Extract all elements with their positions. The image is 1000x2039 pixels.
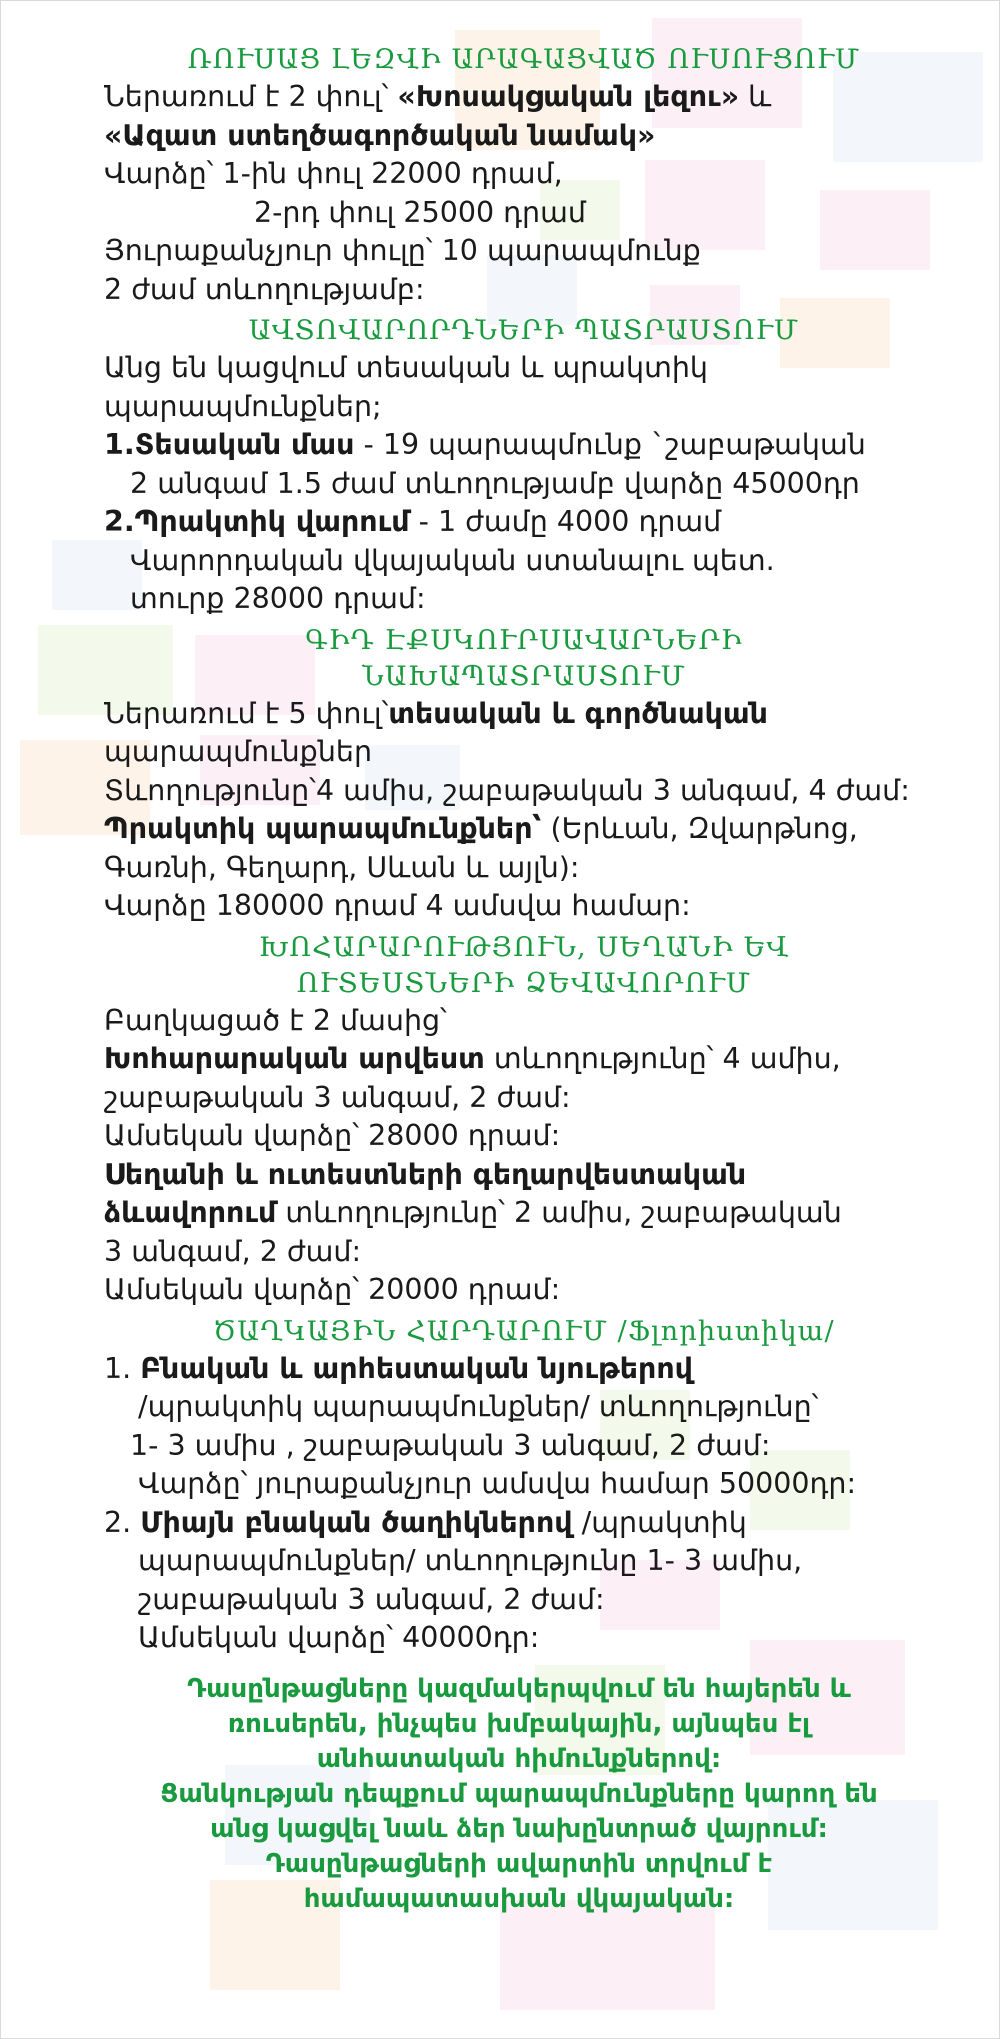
text-line: 3 անգամ, 2 ժամ:	[104, 1234, 362, 1268]
section-heading: ԱՎՏՈՎԱՐՈՐԴՆԵՐԻ ՊԱՏՐԱՍՏՈՒՄ	[248, 315, 800, 346]
text-line: 1- 3 ամիս , շաբաթական 3 անգամ, 2 ժամ:	[130, 1428, 771, 1462]
footer-line: ռուսերեն, ինչպես խմբակային, այնպես էլ	[227, 1708, 811, 1739]
footer-line: համապատասխան վկայական:	[303, 1883, 735, 1914]
footer-line: Ցանկության դեպքում պարապմունքները կարող են	[160, 1778, 878, 1809]
text-line: 2.Պրակտիկ վարում - 1 ժամը 4000 դրամ	[104, 505, 722, 538]
text-line: պարապմունքներ	[104, 735, 373, 768]
text-line: պարապմունքներ;	[104, 389, 382, 423]
text-line: Վարձը 180000 դրամ 4 ամսվա համար:	[104, 889, 691, 922]
text-line: Բաղկացած է 2 մասից՝	[104, 1003, 447, 1037]
text-line: 2. Միայն բնական ծաղիկներով /պրակտիկ	[104, 1505, 747, 1539]
text-line: 1.Տեսական մաս - 19 պարապմունք `շաբաթական	[104, 428, 866, 461]
section-heading: ԾԱՂԿԱՅԻՆ ՀԱՐԴԱՐՈՒՄ /Ֆլորիստիկա/	[213, 1315, 835, 1347]
text-line: 2-րդ փուլ 25000 դրամ	[254, 195, 586, 229]
text-line: Անց են կացվում տեսական և պրակտիկ	[104, 351, 708, 384]
text-line: Սեղանի և ուտեստների գեղարվեստական	[104, 1157, 747, 1191]
text-line: Տևողությունը՝4 ամիս, շաբաթական 3 անգամ, 4 ժամ:	[104, 773, 910, 807]
footer-line: Դասընթացների ավարտին տրվում է	[265, 1848, 773, 1879]
text-line: Գառնի, Գեղարդ, Սևան և այլն):	[104, 850, 580, 884]
section-heading: ՆԱԽԱՊԱՏՐԱՍՏՈՒՄ	[362, 660, 686, 692]
section-guides	[104, 623, 964, 926]
text-line: ձևավորում տևողությունը՝ 2 ամիս, շաբաթական	[104, 1196, 842, 1229]
section-cooking	[104, 930, 964, 1310]
brochure-content	[104, 42, 964, 1917]
footer-line: անց կացվել նաև ձեր նախընտրած վայրում:	[210, 1813, 828, 1844]
text-line: պարապմունքներ/ տևողությունը 1- 3 ամիս,	[138, 1544, 803, 1577]
section-floristics	[104, 1314, 964, 1658]
text-line: տուրք 28000 դրամ:	[130, 582, 426, 615]
text-line: Յուրաքանչյուր փուլը՝ 10 պարապմունք	[104, 234, 701, 267]
text-line: «Ազատ ստեղծագործական նամակ»	[104, 118, 656, 152]
text-line: Վարորդական վկայական ստանալու պետ.	[130, 543, 775, 577]
section-russian-language	[104, 42, 964, 309]
text-line: 1. Բնական և արհեստական նյութերով	[104, 1351, 693, 1385]
text-line: Խոհարարական արվեստ տևողությունը՝ 4 ամիս,	[104, 1042, 841, 1075]
text-line: 2 ժամ տևողությամբ:	[104, 272, 425, 306]
text-line: Ամսեկան վարձը՝ 40000դր:	[138, 1621, 540, 1654]
text-line: Վարձը՝ 1-ին փուլ 22000 դրամ,	[104, 157, 563, 190]
section-drivers	[104, 313, 964, 619]
footer-line: Դասընթացները կազմակերպվում են հայերեն և	[187, 1673, 851, 1704]
section-heading: ԳԻԴ ԷՔՍԿՈՒՐՍԱՎԱՐՆԵՐԻ	[305, 624, 743, 656]
decor-square	[500, 1900, 715, 2010]
text-line: շաբաթական 3 անգամ, 2 ժամ:	[138, 1582, 605, 1616]
text-line: Ամսեկան վարձը՝ 20000 դրամ:	[104, 1273, 561, 1306]
text-line: 2 անգամ 1.5 ժամ տևողությամբ վարձը 45000դր	[130, 466, 860, 500]
text-line: Պրակտիկ պարապմունքներ՝ (Երևան, Զվարթնոց,	[104, 812, 858, 845]
text-line: Ամսեկան վարձը՝ 28000 դրամ:	[104, 1119, 561, 1152]
text-line: Ներառում է 2 փուլ՝ «Խոսակցական լեզու» և	[104, 80, 772, 113]
section-heading: ԽՈՀԱՐԱՐՈՒԹՅՈՒՆ, ՍԵՂԱՆԻ ԵՎ	[258, 931, 790, 963]
section-heading: ՈՒՏԵՍՏՆԵՐԻ ՁԵՎԱՎՈՐՈՒՄ	[296, 967, 752, 999]
section-heading: ՌՈՒՍԱՑ ԼԵԶՎԻ ԱՐԱԳԱՑՎԱԾ ՈՒՍՈՒՑՈՒՄ	[187, 44, 861, 75]
footer-note	[74, 1672, 964, 1917]
footer-line: անհատական հիմունքներով:	[316, 1743, 722, 1774]
text-line: շաբաթական 3 անգամ, 2 ժամ:	[104, 1080, 571, 1114]
text-line: /պրակտիկ պարապմունքներ/ տևողությունը՝	[138, 1390, 819, 1423]
text-line: Ներառում է 5 փուլ՝տեսական և գործնական	[104, 696, 768, 730]
text-line: Վարձը՝ յուրաքանչյուր ամսվա համար 50000դր:	[138, 1467, 857, 1500]
